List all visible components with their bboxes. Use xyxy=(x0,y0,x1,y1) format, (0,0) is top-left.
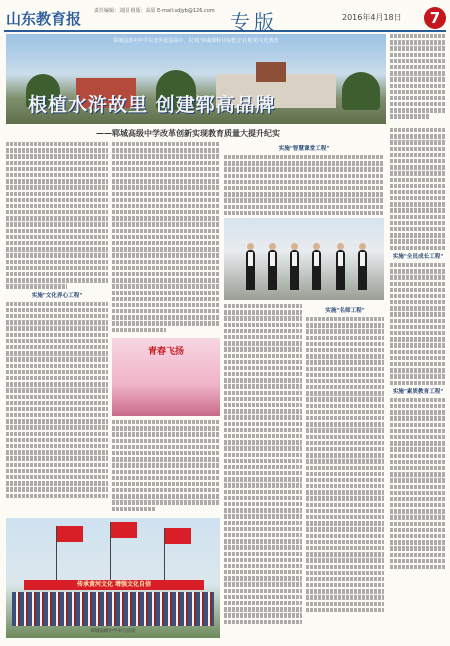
section-heading: 实施"文化养心工程" xyxy=(31,292,83,299)
article-column-3 xyxy=(224,304,302,640)
school-building xyxy=(256,62,286,82)
flag-ceremony-photo xyxy=(6,518,220,638)
side-column-text xyxy=(390,34,446,124)
leaders-group-photo xyxy=(224,218,384,300)
student-performance-photo xyxy=(112,338,220,416)
article-column-4 xyxy=(306,304,384,640)
feature-headline: 根植水浒故里 创建郓高品牌 xyxy=(28,94,276,116)
article-column-2-bottom xyxy=(112,420,220,514)
issue-date: 2016年4月18日 xyxy=(342,13,402,22)
section-heading: 实施"智慧课堂工程" xyxy=(278,146,330,152)
photo-caption: 郓城高级中学举行活动 xyxy=(90,629,136,634)
feature-banner-photo xyxy=(6,34,386,124)
article-column-5 xyxy=(390,128,446,640)
article-column-2 xyxy=(112,142,220,334)
editor-contacts: 责任编辑：刘国 组版：高原 E-mail:sdjyb@126.com xyxy=(94,8,215,14)
article-column-1 xyxy=(6,142,108,512)
feature-subtitle: ——郓城高级中学改革创新实现教育质量大提升纪实 xyxy=(96,128,280,138)
page-number-badge: 7 xyxy=(424,7,446,29)
masthead xyxy=(4,4,446,32)
section-heading: 实施"全员成长工程" xyxy=(392,253,444,260)
section-heading: 实施"名师工程" xyxy=(325,308,365,314)
section-heading: 实施"素质教育工程" xyxy=(392,388,444,395)
photo-stage-title: 青春飞扬 xyxy=(147,347,184,357)
red-flag xyxy=(57,526,83,542)
newspaper-logo: 山东教育报 xyxy=(6,10,82,28)
banner-tagline: 郓城县郭屯中学东北外延县高中，以'根'铸魂课程目标整合'扎根'的文化教育 xyxy=(113,38,279,44)
red-flag xyxy=(165,528,191,544)
section-title: 专版 xyxy=(230,10,278,34)
student-crowd xyxy=(12,592,214,626)
tree xyxy=(342,72,380,110)
article-column-3-top xyxy=(224,142,384,216)
red-flag xyxy=(111,522,137,538)
event-banner: 传承黄河文化 增强文化自信 xyxy=(24,580,204,590)
